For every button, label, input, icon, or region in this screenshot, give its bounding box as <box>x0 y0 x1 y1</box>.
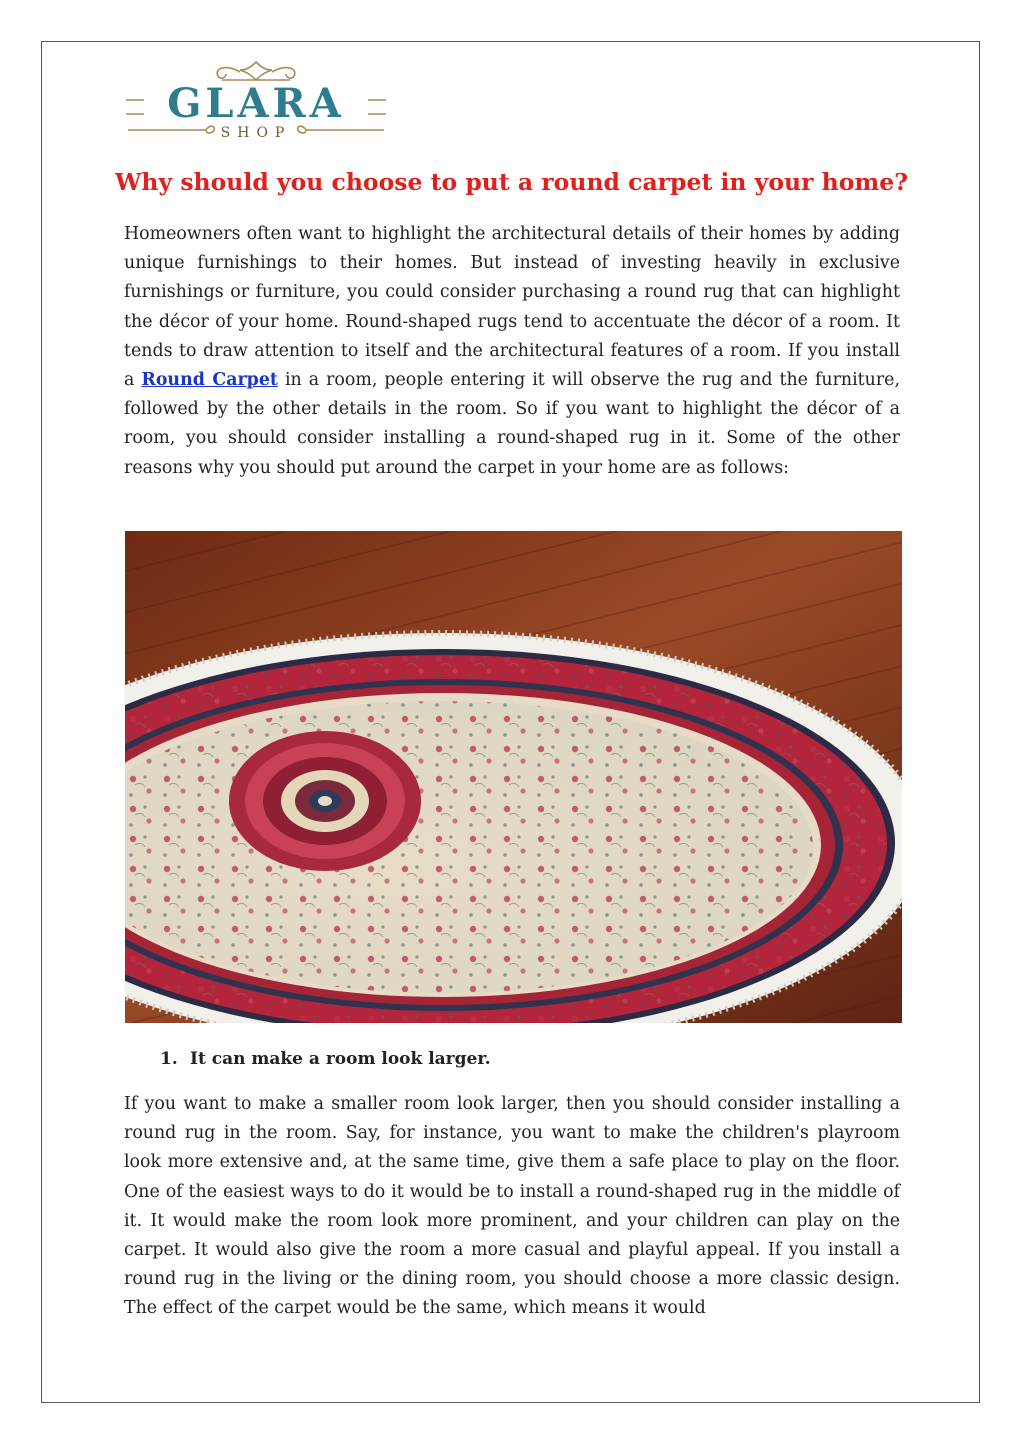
intro-text-after-link: in a room, people entering it will observe the rug and the furniture, followed by the other details in the room. So if you want to highlight the décor of a room, you should consider installing a round-shaped rug in it. Some of the other reasons why you should put around the carpet in your home are as follows: <box>124 370 900 478</box>
section-1-paragraph: If you want to make a smaller room look larger, then you should consider installing a round rug in the room. Say, for instance, you want to make the children's playroom look more extensive and, at the same time, give them a safe place to play on the floor. One of the easiest ways to do it would be to install a round-shaped rug in the middle of it. It would make the room look more prominent, and your children can play on the carpet. It would also give the room a more casual and playful appeal. If you install a round rug in the living or the dining room, you should choose a more classic design. The effect of the carpet would be the same, which means it would <box>124 1094 900 1319</box>
round-carpet-photo <box>125 531 902 1023</box>
article-title: Why should you choose to put a round carpet in your home? <box>115 168 908 196</box>
logo-graphic <box>122 58 390 142</box>
section-number: 1. <box>160 1049 178 1069</box>
intro-paragraph <box>124 220 900 483</box>
section-heading-text: It can make a room look larger. <box>190 1049 491 1069</box>
logo-brand-text: GLARA <box>167 80 345 127</box>
logo-sub-text: SHOP <box>220 125 292 141</box>
round-carpet-link[interactable]: Round Carpet <box>141 370 278 391</box>
section-heading-1 <box>160 1046 491 1072</box>
intro-text-before-link: Homeowners often want to highlight the architectural details of their homes by adding unique furnishings to their homes. But instead of investing heavily in exclusive furnishings or furniture, you could consider purchasing a round rug that can highlight the décor of your home. Round-shaped rugs tend to accentuate the décor of a room. It tends to draw attention to itself and the architectural features of a room. If you install a <box>124 224 900 391</box>
glara-shop-logo[interactable] <box>122 58 390 142</box>
round-carpet-image <box>125 531 902 1023</box>
